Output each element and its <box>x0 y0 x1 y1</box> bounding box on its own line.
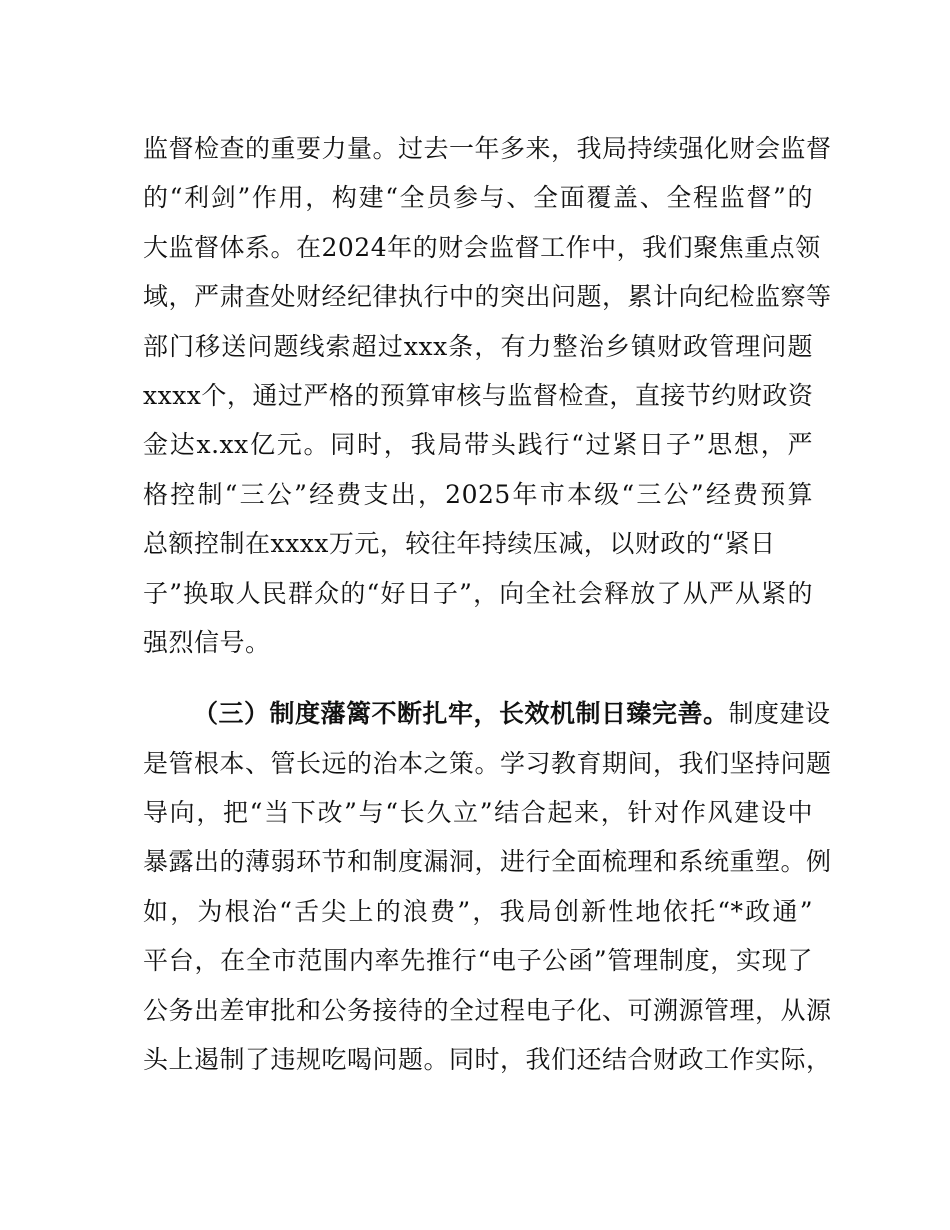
text-line: 头上遏制了违规吃喝问题。同时，我们还结合财政工作实际， <box>143 1045 832 1075</box>
text-line: 是管根本、管长远的治本之策。学习教育期间，我们坚持问题 <box>143 748 832 778</box>
heading-line <box>143 689 831 738</box>
document-body <box>143 124 832 1084</box>
text-line: 暴露出的薄弱环节和制度漏洞，进行全面梳理和系统重塑。例 <box>143 847 832 877</box>
text-line: 大监督体系。在2024年的财会监督工作中，我们聚焦重点领 <box>143 232 821 262</box>
text-line: 的“利剑”作用，构建“全员参与、全面覆盖、全程监督”的 <box>143 183 813 213</box>
text-line: 总额控制在xxxx万元，较往年持续压减，以财政的“紧日 <box>143 529 776 559</box>
text-line: 公务出差审批和公务接待的全过程电子化、可溯源管理，从源 <box>143 995 832 1025</box>
text-line: 格控制“三公”经费支出，2025年市本级“三公”经费预算 <box>143 479 813 509</box>
section-heading: （三）制度藩篱不断扎牢，长效机制日臻完善。 <box>193 699 729 729</box>
text-line: 导向，把“当下改”与“长久立”结合起来，针对作风建设中 <box>143 798 813 828</box>
text-line: 平台，在全市范围内率先推行“电子公函”管理制度，实现了 <box>143 946 813 976</box>
text-line: 子”换取人民群众的“好日子”，向全社会释放了从严从紧的 <box>143 578 813 608</box>
text-line: 金达x.xx亿元。同时，我局带头践行“过紧日子”思想，严 <box>143 430 813 460</box>
paragraph-spacer <box>143 667 813 689</box>
text-line: 域，严肃查处财经纪律执行中的突出问题，累计向纪检监察等 <box>143 282 832 312</box>
heading-line-rest: 制度建设 <box>728 699 831 729</box>
text-line: 强烈信号。 <box>143 627 271 657</box>
paragraph-institution <box>143 689 832 1084</box>
paragraph-supervision <box>143 124 832 667</box>
text-line: 监督检查的重要力量。过去一年多来，我局持续强化财会监督 <box>143 134 832 163</box>
text-line: 部门移送问题线索超过xxx条，有力整治乡镇财政管理问题 <box>143 331 813 361</box>
text-line: 如，为根治“舌尖上的浪费”，我局创新性地依托“*政通” <box>143 896 813 926</box>
text-line: xxxx个，通过严格的预算审核与监督检查，直接节约财政资 <box>143 380 814 410</box>
